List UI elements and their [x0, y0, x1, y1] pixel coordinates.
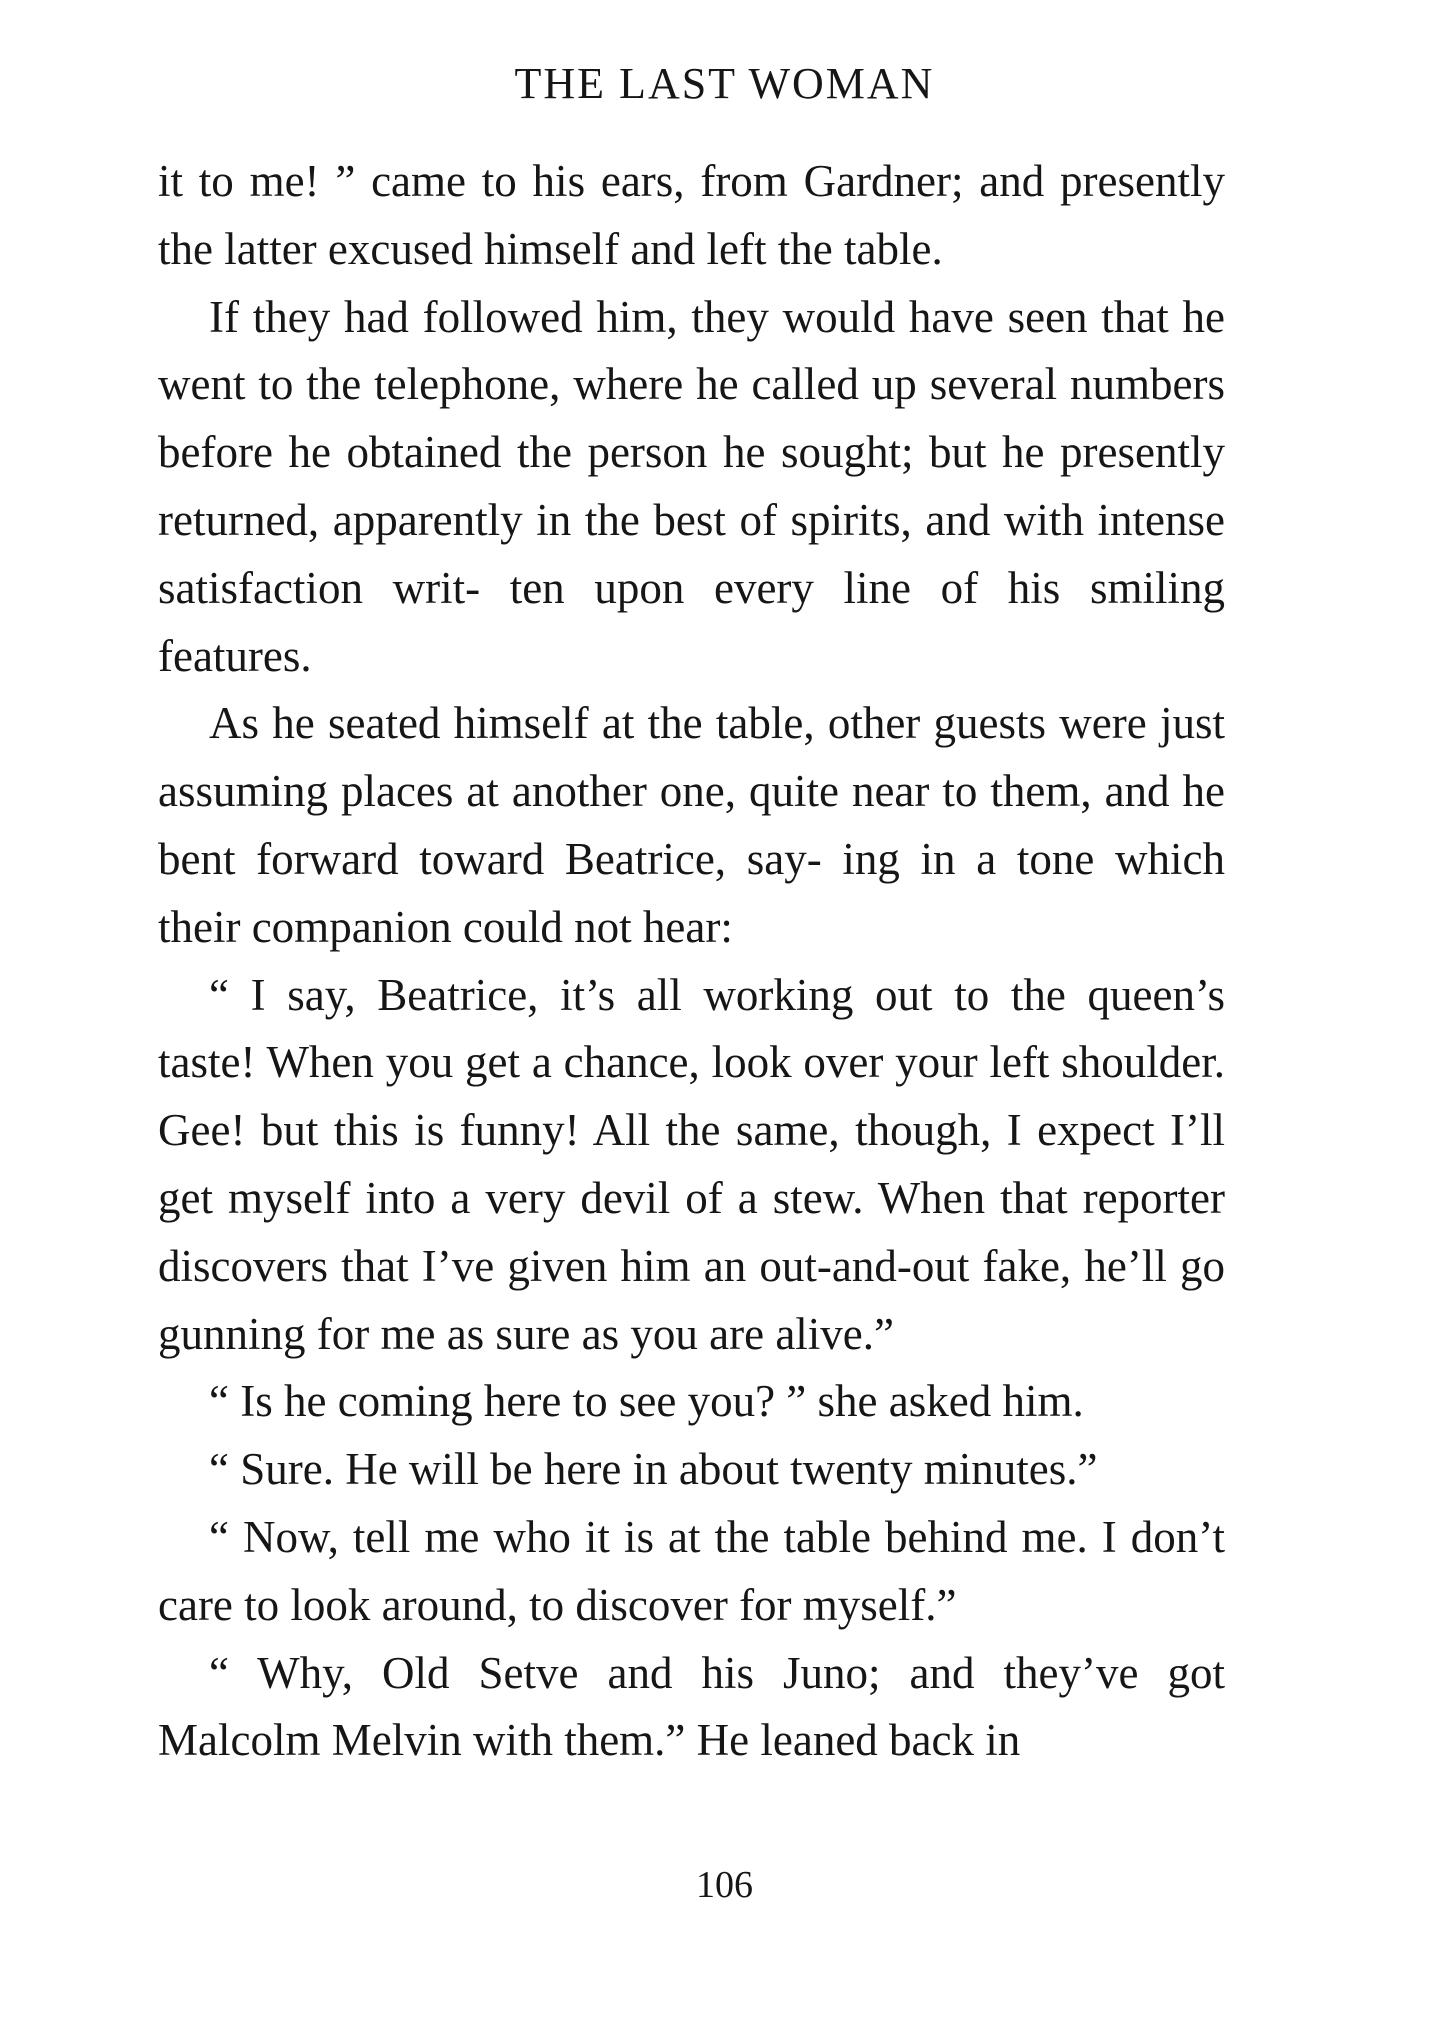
- paragraph-1: it to me! ” came to his ears, from Gardner; and presently the latter excused himself and left the table.: [158, 156, 1225, 274]
- paragraph-8: “ Why, Old Setve and his Juno; and they’ve got Malcolm Melvin with them.” He leaned back in: [158, 1647, 1225, 1766]
- paragraph-5: “ Is he coming here to see you? ” she asked him.: [209, 1376, 1084, 1427]
- running-head: THE LAST WOMAN: [514, 59, 935, 108]
- page-number: 106: [696, 1864, 753, 1906]
- paragraph-3: As he seated himself at the table, other guests were just assuming places at another one, quite near to them, and he bent forward toward Beatrice, say- ing in a tone which their companion could not hear:: [158, 698, 1225, 952]
- paragraph-7: “ Now, tell me who it is at the table behind me. I don’t care to look around, to discover for myself.”: [158, 1511, 1225, 1630]
- paragraph-4: “ I say, Beatrice, it’s all working out to the queen’s taste! When you get a chance, look over your left shoulder. Gee! but this is funny! All the same, though, I expect I’ll get myself into a very devil of a stew. When that reporter discovers that I’ve given him an out-and-out fake, he’ll go gunning for me as sure as you are alive.”: [158, 969, 1225, 1359]
- paragraph-6: “ Sure. He will be here in about twenty minutes.”: [209, 1444, 1098, 1495]
- paragraph-2: If they had followed him, they would have seen that he went to the telephone, where he called up several numbers before he obtained the person he sought; but he presently returned, apparently in the best of spirits, and with intense satisfaction writ- ten upon every line of his smiling features.: [158, 291, 1225, 681]
- body-text: [158, 148, 1225, 1775]
